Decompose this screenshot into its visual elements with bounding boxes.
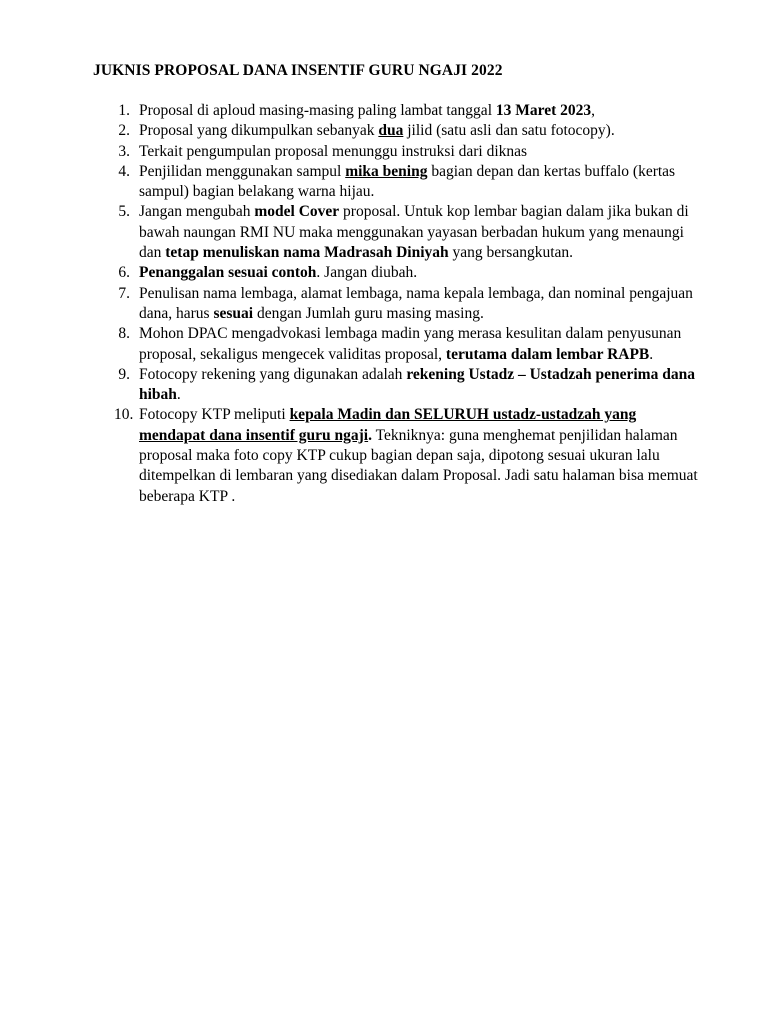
list-item-text <box>139 203 689 261</box>
text-segment: jilid (satu asli dan satu fotocopy). <box>403 122 615 140</box>
list-item-number: 6. <box>118 264 130 282</box>
text-segment: Jangan mengubah <box>139 203 255 221</box>
list-item <box>92 263 702 283</box>
text-segment: Proposal di aploud masing-masing paling lambat tanggal <box>139 102 496 119</box>
list-item-number: 9. <box>118 365 130 383</box>
list-item <box>92 101 702 121</box>
list-item <box>92 202 702 263</box>
emphasized-text: kepala Madin dan SELURUH ustadz-ustadzah yang mendapat dana insentif guru ngaji <box>139 406 637 444</box>
text-segment: . <box>176 386 181 404</box>
list-item-number: 10. <box>114 406 134 424</box>
emphasized-text: Penanggalan sesuai contoh <box>139 264 317 282</box>
list-item <box>92 324 702 365</box>
emphasized-text: mika bening <box>345 162 428 180</box>
list-item <box>92 405 702 506</box>
list-item <box>92 365 702 406</box>
text-segment: Fotocopy KTP meliputi <box>139 406 290 424</box>
text-segment: . <box>649 345 654 363</box>
list-item-text <box>139 122 615 139</box>
emphasized-text: . <box>368 426 372 444</box>
list-item-number: 5. <box>118 203 130 221</box>
emphasized-text: 13 Maret 2023 <box>495 102 592 119</box>
emphasized-text: terutama dalam lembar RAPB <box>445 345 650 363</box>
emphasized-text: sesuai <box>213 304 254 322</box>
list-item-text <box>139 285 693 322</box>
text-segment: , <box>591 102 596 119</box>
text-segment: Proposal yang dikumpulkan sebanyak <box>139 122 379 140</box>
list-item-text <box>139 163 675 200</box>
list-item <box>92 121 702 141</box>
text-segment: Tekniknya: guna menghemat penjilidan halaman proposal maka foto copy KTP cukup bagian depan saja, dipotong sesuai ukuran lalu ditempelkan di lembaran yang disediakan dalam Proposal. Jadi satu halaman bisa memuat beberapa KTP . <box>139 426 698 505</box>
text-segment: proposal. Untuk kop lembar bagian dalam jika bukan di bawah naungan RMI NU maka menggunakan yayasan berbadan hukum yang menaungi dan <box>139 203 689 262</box>
list-item-number: 7. <box>118 284 130 302</box>
text-segment: Penulisan nama lembaga, alamat lembaga, nama kepala lembaga, dan nominal pengajuan dana, harus <box>139 284 693 322</box>
instruction-list <box>92 101 702 507</box>
text-segment: Fotocopy rekening yang digunakan adalah <box>139 365 407 383</box>
list-item-number: 1. <box>118 102 130 119</box>
text-segment: Penjilidan menggunakan sampul <box>139 162 346 180</box>
list-item-text <box>139 406 698 504</box>
text-segment: bagian depan dan kertas buffalo (kertas sampul) bagian belakang warna hijau. <box>139 162 676 201</box>
list-item-text <box>139 264 417 281</box>
text-segment: yang bersangkutan. <box>448 244 574 262</box>
list-item <box>92 284 702 325</box>
list-item-number: 4. <box>118 162 130 180</box>
list-item-text <box>139 143 527 160</box>
list-item-text <box>139 366 695 403</box>
text-segment: Mohon DPAC mengadvokasi lembaga madin yang merasa kesulitan dalam penyusunan proposal, sekaligus mengecek validitas proposal, <box>139 325 682 363</box>
emphasized-text: rekening Ustadz – Ustadzah penerima dana hibah <box>139 365 695 404</box>
emphasized-text: dua <box>378 122 404 140</box>
list-item-number: 3. <box>118 142 130 160</box>
text-segment: Terkait pengumpulan proposal menunggu instruksi dari diknas <box>139 142 528 160</box>
list-item-text <box>139 102 595 119</box>
text-segment: dengan Jumlah guru masing masing. <box>253 304 484 322</box>
list-item-number: 8. <box>118 325 130 343</box>
text-segment: . Jangan diubah. <box>316 264 418 282</box>
emphasized-text: tetap menuliskan nama Madrasah Diniyah <box>165 244 449 262</box>
list-item-number: 2. <box>118 122 130 140</box>
list-item <box>92 142 702 162</box>
list-item <box>92 162 702 203</box>
document-title: JUKNIS PROPOSAL DANA INSENTIF GURU NGAJI 2022 <box>93 62 503 79</box>
list-item-text <box>139 325 681 362</box>
emphasized-text: model Cover <box>254 203 340 221</box>
